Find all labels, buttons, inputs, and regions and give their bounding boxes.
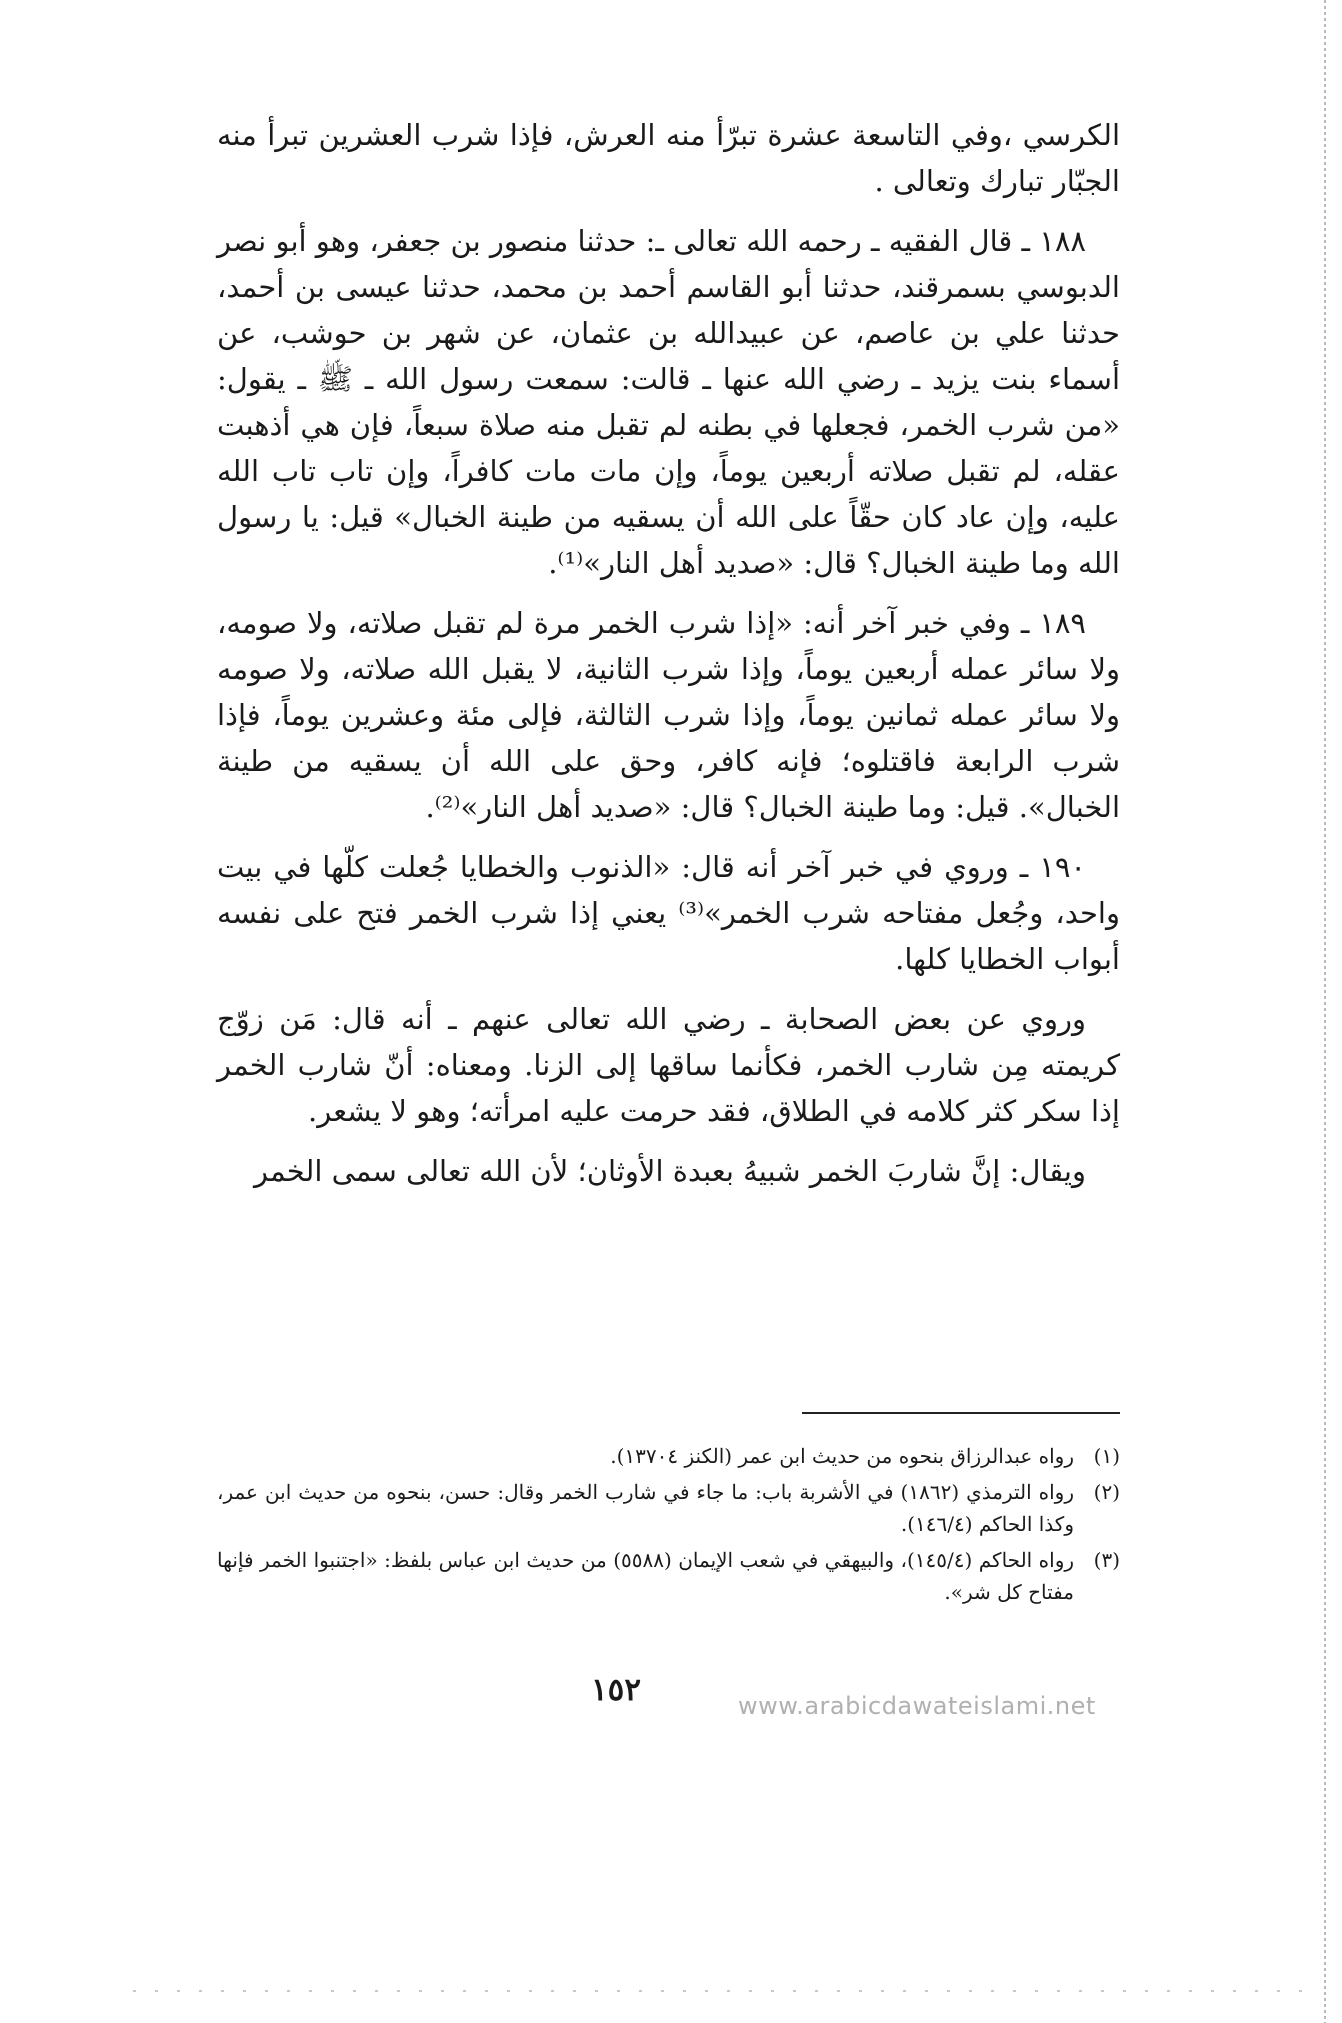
footnote-number: (١) [1093,1444,1120,1468]
paragraph-companions: وروي عن بعض الصحابة ـ رضي الله تعالى عنهم ـ أنه قال: مَن زوّج كريمته مِن شارب الخمر، فكأنما ساقها إلى الزنا. ومعناه: أنّ شارب الخمر إذا سكر كثر كلامه في الطلاق، فقد حرمت عليه امرأته؛ وهو لا يشعر. [217,1002,1120,1128]
main-text [217,112,1120,1208]
paragraph-188: ١٨٨ ـ قال الفقيه ـ رحمه الله تعالى ـ: حدثنا منصور بن جعفر، وهو أبو نصر الدبوسي بسمرقند، حدثنا أبو القاسم أحمد بن محمد، حدثنا عيسى بن أحمد، حدثنا علي بن عاصم، عن عبيدالله بن عثمان، عن شهر بن حوشب، عن أسماء بنت يزيد ـ رضي الله عنها ـ قالت: سمعت رسول الله ـ ﷺ ـ يقول: «من شرب الخمر، فجعلها في بطنه لم تقبل منه صلاة سبعاً، فإن هي أذهبت عقله، لم تقبل صلاته أربعين يوماً، وإن مات مات كافراً، وإن تاب تاب الله عليه، وإن عاد كان حقّاً على الله أن يسقيه من طينة الخبال» قيل: يا رسول الله وما طينة الخبال؟ قال: «صديد أهل النار»⁽¹⁾. [217,224,1120,580]
scan-edge-bottom-line [120,1990,1302,1992]
footnote-text: رواه الحاكم (١٤٥/٤)، والبيهقي في شعب الإيمان (٥٥٨٨) من حديث ابن عباس بلفظ: «اجتنبوا الخمر فإنها مفتاح كل شر». [217,1548,1075,1604]
footnotes [217,1440,1120,1612]
paragraph-continuation: الكرسي ،وفي التاسعة عشرة تبرّأ منه العرش، فإذا شرب العشرين تبرأ منه الجبّار تبارك وتعالى . [217,118,1120,198]
footnote-text: رواه عبدالرزاق بنحوه من حديث ابن عمر (الكنز ١٣٧٠٤). [610,1444,1074,1468]
watermark-url: www.arabicdawateislami.net [738,1692,1096,1720]
scan-edge-line [1324,0,1326,2023]
footnote-divider [802,1412,1120,1414]
page-number: ١٥٢ [591,1672,641,1708]
paragraph-190: ١٩٠ ـ وروي في خبر آخر أنه قال: «الذنوب والخطايا جُعلت كلّها في بيت واحد، وجُعل مفتاحه شرب الخمر»⁽³⁾ يعني إذا شرب الخمر فتح على نفسه أبواب الخطايا كلها. [217,850,1120,976]
footnote-3 [217,1544,1120,1608]
footnote-number: (٣) [1093,1548,1120,1572]
paragraph-189: ١٨٩ ـ وفي خبر آخر أنه: «إذا شرب الخمر مرة لم تقبل صلاته، ولا صومه، ولا سائر عمله أربعين يوماً، وإذا شرب الثانية، لا يقبل الله صلاته، ولا صومه ولا سائر عمله ثمانين يوماً، وإذا شرب الثالثة، فإلى مئة وعشرين يوماً، فإذا شرب الرابعة فاقتلوه؛ فإنه كافر، وحق على الله أن يسقيه من طينة الخبال». قيل: وما طينة الخبال؟ قال: «صديد أهل النار»⁽²⁾. [217,606,1120,824]
footnote-2 [217,1476,1120,1540]
footnote-number: (٢) [1093,1480,1120,1504]
footnote-text: رواه الترمذي (١٨٦٢) في الأشربة باب: ما جاء في شارب الخمر وقال: حسن، بنحوه من حديث ابن عمر، وكذا الحاكم (١٤٦/٤). [217,1480,1074,1536]
footnote-1 [217,1440,1120,1472]
paragraph-idol-worshippers: ويقال: إنَّ شاربَ الخمر شبيهُ بعبدة الأوثان؛ لأن الله تعالى سمى الخمر [254,1154,1086,1188]
